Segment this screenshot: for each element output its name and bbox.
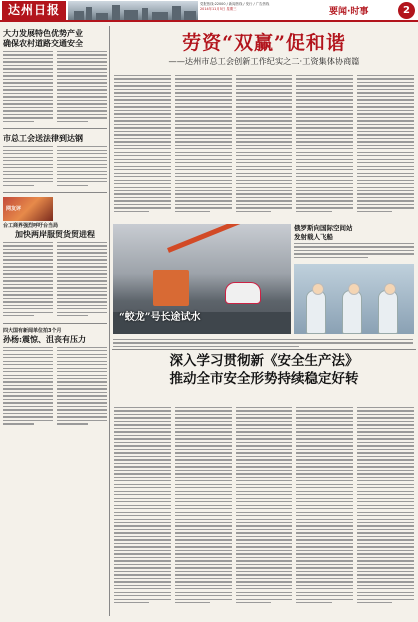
story-title: 俄罗斯向国际空间站 xyxy=(294,224,353,232)
divider xyxy=(3,192,107,193)
story-rural-roads[interactable] xyxy=(3,28,107,124)
photo-label: 网友评 xyxy=(6,205,22,212)
page-number-badge: 2 xyxy=(398,2,415,19)
astronaut-figure xyxy=(378,290,398,334)
astronauts-photo xyxy=(294,264,414,334)
crane-base xyxy=(153,270,189,306)
story-body xyxy=(3,48,107,124)
newspaper-logo: 达州日报 xyxy=(2,1,66,20)
story-photo xyxy=(3,197,53,221)
story-body xyxy=(3,239,107,319)
astronaut-figure xyxy=(342,290,362,334)
safety-story-body xyxy=(114,404,414,616)
header-info-line: 党报热线:22000 / 新闻热线 / 发行 / 广告热线 xyxy=(200,2,270,6)
divider xyxy=(3,128,107,129)
header-info xyxy=(200,2,320,11)
safety-story-title: 推动全市安全形势持续稳定好转 xyxy=(169,371,359,387)
safety-story-headline[interactable] xyxy=(114,352,414,388)
story-cross-strait-trade[interactable] xyxy=(3,197,107,319)
photo-caption-text xyxy=(113,336,413,349)
column-rule xyxy=(109,26,110,616)
story-body xyxy=(3,143,107,188)
story-title: 发射载人飞船 xyxy=(294,232,333,241)
submersible xyxy=(225,282,261,304)
skyline-banner-image xyxy=(68,1,198,20)
photo-caption: “蛟龙”号长途试水 xyxy=(119,312,201,323)
story-kicker: 台工商界强烈呼吁台当局 xyxy=(3,222,59,229)
section-name: 要闻·时事 xyxy=(329,7,369,17)
story-soyuz-launch[interactable] xyxy=(294,224,414,334)
news-photo-submersible[interactable] xyxy=(113,224,291,334)
crane-arm xyxy=(167,224,271,253)
header-date: 2014年11月5日 星期三 xyxy=(200,6,237,11)
story-kicker: 四大国有新闻单位拍3个月 xyxy=(3,327,62,334)
lead-story-title: 劳资“双赢”促和谐 xyxy=(182,32,346,54)
masthead xyxy=(0,0,418,22)
astronaut-figure xyxy=(306,290,326,334)
story-body xyxy=(294,243,414,258)
lead-story-body xyxy=(114,72,414,220)
lead-story-subtitle: ——达州市总工会创新工作纪实之二·工资集体协商篇 xyxy=(168,56,360,66)
story-title: 确保农村道路交通安全 xyxy=(3,38,83,48)
story-title: 市总工会送法律到达钢 xyxy=(3,133,83,144)
story-union-law[interactable] xyxy=(3,133,107,188)
lead-story-headline[interactable] xyxy=(114,31,414,67)
left-column xyxy=(3,28,107,427)
section-rule xyxy=(112,349,416,350)
story-sun-yang[interactable] xyxy=(3,328,107,427)
divider xyxy=(3,323,107,324)
story-body xyxy=(3,344,107,427)
story-title: 孙杨:震惊、沮丧有压力 xyxy=(3,333,86,344)
story-title: 加快两岸服贸货贸进程 xyxy=(15,228,95,239)
story-title: 大力发展特色优势产业 xyxy=(3,28,83,38)
safety-story-title: 深入学习贯彻新《安全生产法》 xyxy=(169,353,359,369)
